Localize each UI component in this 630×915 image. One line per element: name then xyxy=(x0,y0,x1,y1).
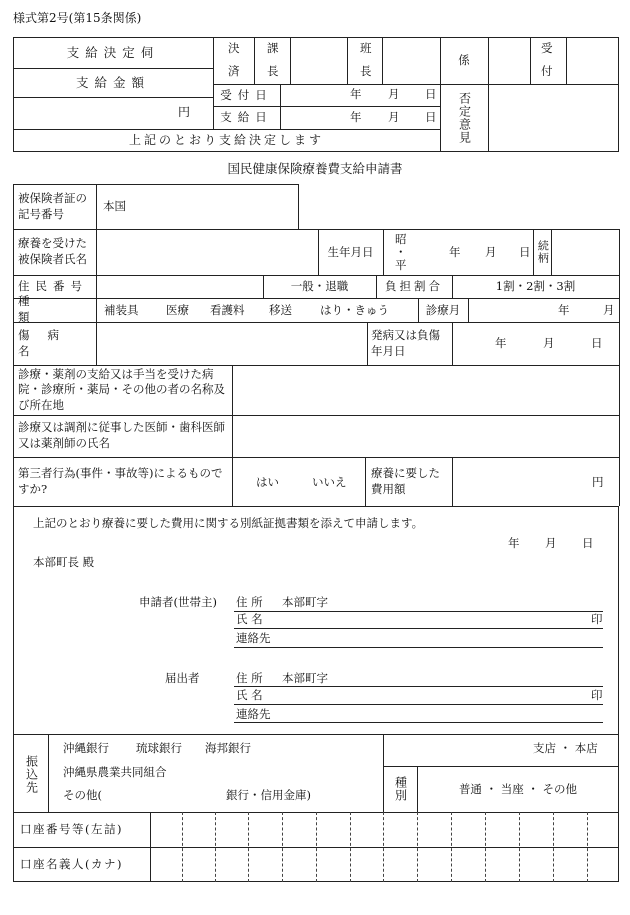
third-party-label: 第三者行為(事件・事故等)によるものですか? xyxy=(18,466,223,496)
treatment-year: 年 xyxy=(558,303,570,317)
treatment-month: 月 xyxy=(603,303,615,317)
insured-number-label: 被保険者証の記号番号 xyxy=(18,191,87,221)
ka-label: 課 xyxy=(267,41,279,55)
type-nursing: 看護料 xyxy=(210,303,245,317)
application-day: 日 xyxy=(582,536,594,550)
sai-label: 済 xyxy=(228,64,240,78)
bank-kaiho: 海邦銀行 xyxy=(205,741,251,755)
application-year: 年 xyxy=(508,536,520,550)
type-acupuncture: はり・きゅう xyxy=(320,303,389,317)
birth-month: 月 xyxy=(485,245,497,259)
injury-label-text: 傷病名 xyxy=(18,327,77,358)
insured-number-value: 本国 xyxy=(103,198,126,213)
type-label-text: 種類 xyxy=(18,294,70,324)
applicant-seal: 印 xyxy=(591,612,603,626)
tsuke-label: 付 xyxy=(541,64,553,78)
birth-year: 年 xyxy=(449,245,461,259)
bank-ryukyu: 琉球銀行 xyxy=(136,741,182,755)
relationship-label: 続柄 xyxy=(536,240,550,264)
applicant-contact-label: 連絡先 xyxy=(236,631,271,645)
era-dot: ・ xyxy=(395,245,407,259)
applicant-address-value: 本部町字 xyxy=(282,595,328,609)
received-month: 月 xyxy=(388,87,400,101)
bank-other-label: その他( xyxy=(63,788,102,802)
cost-yen: 円 xyxy=(592,475,604,489)
onset-year: 年 xyxy=(495,336,507,350)
category-value: 一般・退職 xyxy=(290,279,349,294)
account-type-label: 種別 xyxy=(393,776,408,802)
paid-month: 月 xyxy=(388,110,400,124)
doctor-label: 診療又は調剤に従事した医師・歯科医師又は薬剤師の氏名 xyxy=(18,420,225,450)
onset-month: 月 xyxy=(543,336,555,350)
han-cho-label: 長 xyxy=(360,64,372,78)
approval-label: 否定意見 xyxy=(457,91,472,144)
treatment-month-label: 診療月 xyxy=(425,302,461,317)
applicant-label: 申請者(世帯主) xyxy=(139,595,217,609)
copay-value: 1割・2割・3割 xyxy=(495,279,576,294)
type-label xyxy=(18,294,96,324)
patient-name-label: 療養を受けた被保険者氏名 xyxy=(18,236,87,266)
paid-day: 日 xyxy=(425,110,437,124)
type-transport: 移送 xyxy=(269,303,292,317)
reporter-name-label: 氏 名 xyxy=(236,688,263,702)
form-number: 様式第2号(第15条関係) xyxy=(13,11,142,25)
transfer-label: 振込先 xyxy=(24,754,39,794)
birthdate-label: 生年月日 xyxy=(327,244,374,259)
received-year: 年 xyxy=(350,87,362,101)
received-day: 日 xyxy=(425,87,437,101)
application-month: 月 xyxy=(545,536,557,550)
applicant-name-label: 氏 名 xyxy=(236,612,263,626)
ketsu-label: 決 xyxy=(228,41,240,55)
uke-label: 受 xyxy=(541,41,553,55)
received-date-label: 受付日 xyxy=(220,87,273,102)
account-holder-label: 口座名義人(カナ) xyxy=(20,856,123,871)
paid-date-label: 支給日 xyxy=(220,110,273,125)
reporter-address-label: 住 所 xyxy=(236,671,263,685)
bank-okinawa: 沖縄銀行 xyxy=(63,741,109,755)
reporter-address-value: 本部町字 xyxy=(282,671,328,685)
era-showa: 昭 xyxy=(395,232,407,246)
type-orthosis: 補装具 xyxy=(104,303,139,317)
kakari-label: 係 xyxy=(458,53,470,68)
paid-year: 年 xyxy=(350,110,362,124)
bank-ja: 沖縄県農業共同組合 xyxy=(63,765,167,779)
application-statement: 上記のとおり療養に要した費用に関する別紙証拠書類を添えて申請します。 xyxy=(33,516,424,530)
ka-cho-label: 長 xyxy=(267,64,279,78)
amount-label: 支給金額 xyxy=(75,74,150,90)
account-number-label: 口座番号等(左詰) xyxy=(20,821,123,836)
reporter-label: 届出者 xyxy=(165,671,200,685)
copay-label: 負担割合 xyxy=(385,279,443,294)
onset-label: 発病又は負傷年月日 xyxy=(371,328,440,358)
decision-label: 支給決定伺 xyxy=(66,44,160,60)
yen-label: 円 xyxy=(178,105,191,119)
type-medical: 医療 xyxy=(166,303,189,317)
cost-label: 療養に要した費用額 xyxy=(371,466,440,496)
addressee: 本部町長 殿 xyxy=(33,555,95,569)
injury-label xyxy=(18,322,96,365)
provider-label: 診療・薬剤の支給又は手当を受けた病院・診療所・薬局・その他の者の名称及び所在地 xyxy=(18,366,225,412)
onset-day: 日 xyxy=(591,336,603,350)
reporter-contact-label: 連絡先 xyxy=(236,707,271,721)
form-title: 国民健康保険療養費支給申請書 xyxy=(227,161,403,177)
decided-note: 上記のとおり支給決定します xyxy=(128,133,324,147)
era-heisei: 平 xyxy=(395,258,407,272)
third-party-yes: はい xyxy=(256,475,279,489)
third-party-no: いいえ xyxy=(312,475,347,489)
bank-other-suffix: 銀行・信用金庫) xyxy=(226,788,311,802)
applicant-address-label: 住 所 xyxy=(236,595,263,609)
resident-number-label: 住民番号 xyxy=(18,278,88,293)
birth-day: 日 xyxy=(519,245,531,259)
reporter-seal: 印 xyxy=(591,688,603,702)
han-label: 班 xyxy=(360,41,372,55)
branch-label: 支店 ・ 本店 xyxy=(533,741,598,755)
account-type-options: 普通 ・ 当座 ・ その他 xyxy=(458,781,578,796)
